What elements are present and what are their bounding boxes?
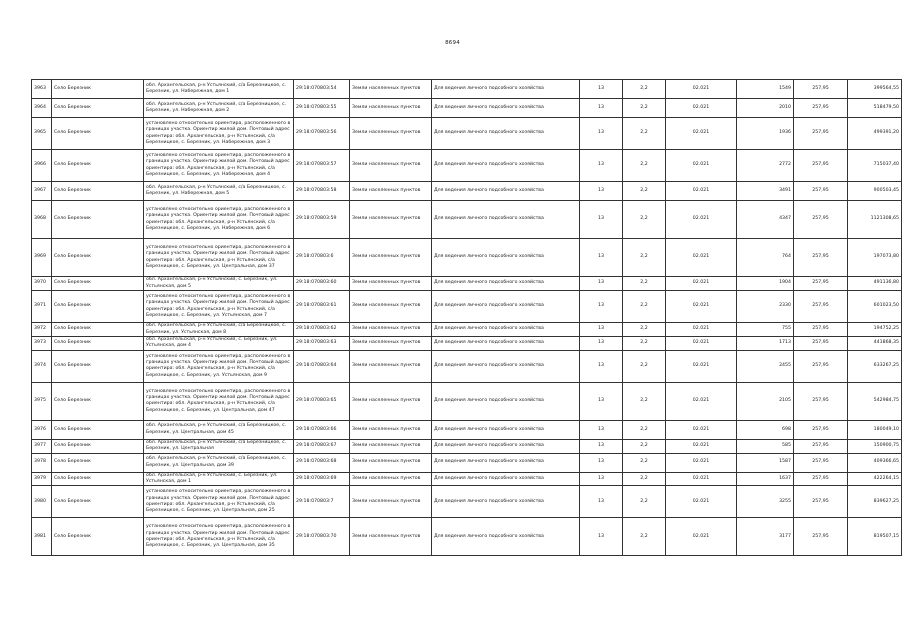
table-row xyxy=(32,486,902,518)
page-number: 8694 xyxy=(445,40,460,46)
permitted-use-cell: Для ведения личного подсобного хозяйства xyxy=(432,439,580,453)
area-cell: 3177 xyxy=(737,518,794,556)
land-category-cell: Земли населенных пунктов xyxy=(350,350,432,382)
group-cell: 13 xyxy=(580,80,623,99)
area-cell: 2010 xyxy=(737,99,794,118)
date-cell: 02.021 xyxy=(666,420,737,439)
address-cell: установлено относительно ориентира, расположенного в границах участка. Ориентир жилой дом. Почтовый адрес ориентира: обл. Архангельская, р-н Устьянский, с/а Березницкое, с. Березник, ул. Центральная, дом 47 xyxy=(144,382,294,420)
cadastral-value-cell: 422264,15 xyxy=(848,472,902,486)
date-cell: 02.021 xyxy=(666,350,737,382)
address-cell: обл. Архангельская, р-н Устьянский, с/а Березницкое, с. Березник, ул. Набережная, дом 2 xyxy=(144,99,294,118)
specific-value-cell: 257,95 xyxy=(794,420,848,439)
area-cell: 755 xyxy=(737,323,794,337)
rate-percent-cell: 2,2 xyxy=(623,239,666,277)
cadastral-value-cell: 399564,55 xyxy=(848,80,902,99)
cadastral-number-cell: 29:18:070803:56 xyxy=(294,118,350,150)
area-cell: 3255 xyxy=(737,486,794,518)
address-cell: установлено относительно ориентира, расположенного в границах участка. Ориентир жилой дом. Почтовый адрес ориентира: обл. Архангельская, р-н Устьянский, с/а Березницкое, с. Березник, ул. Центральная, дом 35 xyxy=(144,518,294,556)
specific-value-cell: 257,95 xyxy=(794,472,848,486)
cadastral-value-cell: 499391,20 xyxy=(848,118,902,150)
area-cell: 2330 xyxy=(737,291,794,323)
row-number: 3977 xyxy=(32,439,52,453)
cadastral-number-cell: 29:18:070803:64 xyxy=(294,350,350,382)
land-category-cell: Земли населенных пунктов xyxy=(350,323,432,337)
cadastral-number-cell: 29:18:070803:57 xyxy=(294,150,350,182)
cadastral-number-cell: 29:18:070803:70 xyxy=(294,518,350,556)
table-row xyxy=(32,420,902,439)
land-category-cell: Земли населенных пунктов xyxy=(350,99,432,118)
permitted-use-cell: Для ведения личного подсобного хозяйства xyxy=(432,486,580,518)
rate-percent-cell: 2,2 xyxy=(623,201,666,239)
cadastral-value-cell: 441868,35 xyxy=(848,337,902,351)
area-cell: 2455 xyxy=(737,350,794,382)
rate-percent-cell: 2,2 xyxy=(623,439,666,453)
land-category-cell: Земли населенных пунктов xyxy=(350,182,432,201)
permitted-use-cell: Для ведения личного подсобного хозяйства xyxy=(432,420,580,439)
cadastral-number-cell: 29:18:070803:60 xyxy=(294,277,350,291)
date-cell: 02.021 xyxy=(666,182,737,201)
row-number: 3967 xyxy=(32,182,52,201)
settlement-cell: Село Березник xyxy=(52,420,144,439)
land-category-cell: Земли населенных пунктов xyxy=(350,118,432,150)
land-category-cell: Земли населенных пунктов xyxy=(350,150,432,182)
land-category-cell: Земли населенных пунктов xyxy=(350,239,432,277)
row-number: 3973 xyxy=(32,337,52,351)
group-cell: 13 xyxy=(580,350,623,382)
cadastral-value-cell: 150900,75 xyxy=(848,439,902,453)
land-category-cell: Земли населенных пунктов xyxy=(350,420,432,439)
cadastral-number-cell: 29:18:070803:63 xyxy=(294,337,350,351)
settlement-cell: Село Березник xyxy=(52,277,144,291)
table-row xyxy=(32,439,902,453)
area-cell: 1549 xyxy=(737,80,794,99)
table-row xyxy=(32,453,902,472)
area-cell: 4347 xyxy=(737,201,794,239)
rate-percent-cell: 2,2 xyxy=(623,420,666,439)
address-cell: установлено относительно ориентира, расположенного в границах участка. Ориентир жилой дом. Почтовый адрес ориентира: обл. Архангельская, р-н Устьянский, с/а Березницкое, с. Березник, ул. Набережная, дом 3 xyxy=(144,118,294,150)
permitted-use-cell: Для ведения личного подсобного хозяйства xyxy=(432,337,580,351)
settlement-cell: Село Березник xyxy=(52,472,144,486)
cadastral-number-cell: 29:18:070803:65 xyxy=(294,382,350,420)
row-number: 3968 xyxy=(32,201,52,239)
rate-percent-cell: 2,2 xyxy=(623,118,666,150)
settlement-cell: Село Березник xyxy=(52,439,144,453)
date-cell: 02.021 xyxy=(666,453,737,472)
cadastral-number-cell: 29:18:070803:55 xyxy=(294,99,350,118)
rate-percent-cell: 2,2 xyxy=(623,337,666,351)
specific-value-cell: 257,95 xyxy=(794,182,848,201)
specific-value-cell: 257,95 xyxy=(794,150,848,182)
row-number: 3963 xyxy=(32,80,52,99)
row-number: 3969 xyxy=(32,239,52,277)
cadastral-value-cell: 839627,25 xyxy=(848,486,902,518)
cadastral-value-cell: 518479,50 xyxy=(848,99,902,118)
land-category-cell: Земли населенных пунктов xyxy=(350,518,432,556)
date-cell: 02.021 xyxy=(666,118,737,150)
date-cell: 02.021 xyxy=(666,99,737,118)
address-cell: обл. Архангельская, р-н Устьянский, с. Березник, ул. Устьянская, дом 5 xyxy=(144,277,294,291)
area-cell: 1904 xyxy=(737,277,794,291)
group-cell: 13 xyxy=(580,337,623,351)
group-cell: 13 xyxy=(580,453,623,472)
permitted-use-cell: Для ведения личного подсобного хозяйства xyxy=(432,201,580,239)
date-cell: 02.021 xyxy=(666,486,737,518)
cadastral-value-cell: 491136,80 xyxy=(848,277,902,291)
address-cell: установлено относительно ориентира, расположенного в границах участка. Ориентир жилой дом. Почтовый адрес ориентира: обл. Архангельская, р-н Устьянский, с/а Березницкое, с. Березник, ул. Центральная, дом 37 xyxy=(144,239,294,277)
cadastral-number-cell: 29:18:070803:54 xyxy=(294,80,350,99)
cadastral-value-cell: 900503,45 xyxy=(848,182,902,201)
specific-value-cell: 257,95 xyxy=(794,439,848,453)
permitted-use-cell: Для ведения личного подсобного хозяйства xyxy=(432,323,580,337)
table-row xyxy=(32,150,902,182)
cadastral-number-cell: 29:18:070803:59 xyxy=(294,201,350,239)
cadastral-value-cell: 542984,75 xyxy=(848,382,902,420)
address-cell: обл. Архангельская, р-н Устьянский, с/а Березницкое, с. Березник, ул. Центральная, дом 45 xyxy=(144,420,294,439)
table-row xyxy=(32,382,902,420)
date-cell: 02.021 xyxy=(666,80,737,99)
area-cell: 1587 xyxy=(737,453,794,472)
table-row xyxy=(32,239,902,277)
cadastral-number-cell: 29:18:070803:69 xyxy=(294,472,350,486)
row-number: 3965 xyxy=(32,118,52,150)
table-row xyxy=(32,277,902,291)
permitted-use-cell: Для ведения личного подсобного хозяйства xyxy=(432,382,580,420)
cadastral-value-cell: 409366,65 xyxy=(848,453,902,472)
table-row xyxy=(32,80,902,99)
table-row xyxy=(32,182,902,201)
row-number: 3964 xyxy=(32,99,52,118)
land-category-cell: Земли населенных пунктов xyxy=(350,453,432,472)
permitted-use-cell: Для ведения личного подсобного хозяйства xyxy=(432,453,580,472)
area-cell: 2772 xyxy=(737,150,794,182)
cadastral-value-cell: 194752,25 xyxy=(848,323,902,337)
cadastral-number-cell: 29:18:070803:67 xyxy=(294,439,350,453)
rate-percent-cell: 2,2 xyxy=(623,291,666,323)
permitted-use-cell: Для ведения личного подсобного хозяйства xyxy=(432,518,580,556)
land-category-cell: Земли населенных пунктов xyxy=(350,277,432,291)
address-cell: обл. Архангельская, р-н Устьянский, с/а Березницкое, с. Березник, ул. Набережная, дом 1 xyxy=(144,80,294,99)
address-cell: обл. Архангельская, р-н Устьянский, с. Березник, ул. Устьянская, дом 4 xyxy=(144,337,294,351)
group-cell: 13 xyxy=(580,323,623,337)
rate-percent-cell: 2,2 xyxy=(623,99,666,118)
group-cell: 13 xyxy=(580,239,623,277)
table-row xyxy=(32,337,902,351)
area-cell: 698 xyxy=(737,420,794,439)
permitted-use-cell: Для ведения личного подсобного хозяйства xyxy=(432,182,580,201)
group-cell: 13 xyxy=(580,439,623,453)
area-cell: 764 xyxy=(737,239,794,277)
settlement-cell: Село Березник xyxy=(52,453,144,472)
group-cell: 13 xyxy=(580,291,623,323)
specific-value-cell: 257,95 xyxy=(794,382,848,420)
specific-value-cell: 257,95 xyxy=(794,201,848,239)
address-cell: установлено относительно ориентира, расположенного в границах участка. Ориентир жилой дом. Почтовый адрес ориентира: обл. Архангельская, р-н Устьянский, с/а Березницкое, с. Березник, ул. Набережная, дом 4 xyxy=(144,150,294,182)
cadastral-number-cell: 29:18:070803:6 xyxy=(294,239,350,277)
date-cell: 02.021 xyxy=(666,239,737,277)
address-cell: установлено относительно ориентира, расположенного в границах участка. Ориентир жилой дом. Почтовый адрес ориентира: обл. Архангельская, р-н Устьянский, с/а Березницкое, с. Березник, ул. Устьянская, дом 7 xyxy=(144,291,294,323)
date-cell: 02.021 xyxy=(666,323,737,337)
settlement-cell: Село Березник xyxy=(52,80,144,99)
rate-percent-cell: 2,2 xyxy=(623,518,666,556)
address-cell: установлено относительно ориентира, расположенного в границах участка. Ориентир жилой дом. Почтовый адрес ориентира: обл. Архангельская, р-н Устьянский, с/а Березницкое, с. Березник, ул. Центральная, дом 25 xyxy=(144,486,294,518)
specific-value-cell: 257,95 xyxy=(794,518,848,556)
date-cell: 02.021 xyxy=(666,337,737,351)
group-cell: 13 xyxy=(580,277,623,291)
group-cell: 13 xyxy=(580,420,623,439)
permitted-use-cell: Для ведения личного подсобного хозяйства xyxy=(432,80,580,99)
rate-percent-cell: 2,2 xyxy=(623,453,666,472)
row-number: 3972 xyxy=(32,323,52,337)
permitted-use-cell: Для ведения личного подсобного хозяйства xyxy=(432,239,580,277)
specific-value-cell: 257,95 xyxy=(794,239,848,277)
settlement-cell: Село Березник xyxy=(52,337,144,351)
rate-percent-cell: 2,2 xyxy=(623,350,666,382)
table-row xyxy=(32,291,902,323)
row-number: 3981 xyxy=(32,518,52,556)
table-row xyxy=(32,518,902,556)
row-number: 3966 xyxy=(32,150,52,182)
settlement-cell: Село Березник xyxy=(52,486,144,518)
specific-value-cell: 257,95 xyxy=(794,453,848,472)
rate-percent-cell: 2,2 xyxy=(623,80,666,99)
land-category-cell: Земли населенных пунктов xyxy=(350,486,432,518)
specific-value-cell: 257,95 xyxy=(794,337,848,351)
group-cell: 13 xyxy=(580,486,623,518)
specific-value-cell: 257,95 xyxy=(794,350,848,382)
rate-percent-cell: 2,2 xyxy=(623,150,666,182)
settlement-cell: Село Березник xyxy=(52,382,144,420)
rate-percent-cell: 2,2 xyxy=(623,182,666,201)
row-number: 3980 xyxy=(32,486,52,518)
date-cell: 02.021 xyxy=(666,518,737,556)
specific-value-cell: 257,95 xyxy=(794,99,848,118)
area-cell: 1713 xyxy=(737,337,794,351)
address-cell: обл. Архангельская, р-н Устьянский, с/а Березницкое, с. Березник, ул. Центральная, дом 39 xyxy=(144,453,294,472)
permitted-use-cell: Для ведения личного подсобного хозяйства xyxy=(432,291,580,323)
row-number: 3975 xyxy=(32,382,52,420)
settlement-cell: Село Березник xyxy=(52,518,144,556)
group-cell: 13 xyxy=(580,518,623,556)
address-cell: обл. Архангельская, р-н Устьянский, с/а Березницкое, с. Березник, ул. Устьянская, дом 8 xyxy=(144,323,294,337)
cadastral-value-cell: 1121308,65 xyxy=(848,201,902,239)
cadastral-number-cell: 29:18:070803:7 xyxy=(294,486,350,518)
row-number: 3970 xyxy=(32,277,52,291)
row-number: 3974 xyxy=(32,350,52,382)
group-cell: 13 xyxy=(580,150,623,182)
settlement-cell: Село Березник xyxy=(52,323,144,337)
permitted-use-cell: Для ведения личного подсобного хозяйства xyxy=(432,472,580,486)
area-cell: 585 xyxy=(737,439,794,453)
specific-value-cell: 257,95 xyxy=(794,80,848,99)
cadastral-number-cell: 29:18:070803:66 xyxy=(294,420,350,439)
settlement-cell: Село Березник xyxy=(52,99,144,118)
date-cell: 02.021 xyxy=(666,277,737,291)
specific-value-cell: 257,95 xyxy=(794,486,848,518)
table-row xyxy=(32,118,902,150)
table-row xyxy=(32,99,902,118)
cadastral-value-cell: 601023,50 xyxy=(848,291,902,323)
address-cell: обл. Архангельская, р-н Устьянский, с. Березник, ул. Устьянская, дом 1 xyxy=(144,472,294,486)
group-cell: 13 xyxy=(580,472,623,486)
group-cell: 13 xyxy=(580,182,623,201)
rate-percent-cell: 2,2 xyxy=(623,382,666,420)
land-category-cell: Земли населенных пунктов xyxy=(350,80,432,99)
table-row xyxy=(32,323,902,337)
settlement-cell: Село Березник xyxy=(52,291,144,323)
settlement-cell: Село Березник xyxy=(52,350,144,382)
land-category-cell: Земли населенных пунктов xyxy=(350,439,432,453)
area-cell: 1936 xyxy=(737,118,794,150)
date-cell: 02.021 xyxy=(666,150,737,182)
specific-value-cell: 257,95 xyxy=(794,323,848,337)
cadastral-value-cell: 633267,25 xyxy=(848,350,902,382)
date-cell: 02.021 xyxy=(666,439,737,453)
cadastral-number-cell: 29:18:070803:68 xyxy=(294,453,350,472)
cadastral-value-cell: 819507,15 xyxy=(848,518,902,556)
address-cell: обл. Архангельская, р-н Устьянский, с/а Березницкое, с. Березник, ул. Набережная, дом 5 xyxy=(144,182,294,201)
group-cell: 13 xyxy=(580,382,623,420)
address-cell: установлено относительно ориентира, расположенного в границах участка. Ориентир жилой дом. Почтовый адрес ориентира: обл. Архангельская, р-н Устьянский, с/а Березницкое, с. Березник, ул. Устьянская, дом 9 xyxy=(144,350,294,382)
table-row xyxy=(32,472,902,486)
row-number: 3978 xyxy=(32,453,52,472)
rate-percent-cell: 2,2 xyxy=(623,472,666,486)
specific-value-cell: 257,95 xyxy=(794,277,848,291)
specific-value-cell: 257,95 xyxy=(794,291,848,323)
cadastral-value-cell: 180049,10 xyxy=(848,420,902,439)
cadastral-value-cell: 197073,80 xyxy=(848,239,902,277)
row-number: 3979 xyxy=(32,472,52,486)
land-category-cell: Земли населенных пунктов xyxy=(350,291,432,323)
row-number: 3971 xyxy=(32,291,52,323)
permitted-use-cell: Для ведения личного подсобного хозяйства xyxy=(432,150,580,182)
settlement-cell: Село Березник xyxy=(52,201,144,239)
cadastral-number-cell: 29:18:070803:58 xyxy=(294,182,350,201)
rate-percent-cell: 2,2 xyxy=(623,323,666,337)
date-cell: 02.021 xyxy=(666,201,737,239)
area-cell: 1637 xyxy=(737,472,794,486)
settlement-cell: Село Березник xyxy=(52,239,144,277)
row-number: 3976 xyxy=(32,420,52,439)
permitted-use-cell: Для ведения личного подсобного хозяйства xyxy=(432,350,580,382)
land-category-cell: Земли населенных пунктов xyxy=(350,201,432,239)
land-category-cell: Земли населенных пунктов xyxy=(350,382,432,420)
date-cell: 02.021 xyxy=(666,291,737,323)
date-cell: 02.021 xyxy=(666,382,737,420)
group-cell: 13 xyxy=(580,201,623,239)
address-cell: установлено относительно ориентира, расположенного в границах участка. Ориентир жилой дом. Почтовый адрес ориентира: обл. Архангельская, р-н Устьянский, с/а Березницкое, с. Березник, ул. Набережная, дом 6 xyxy=(144,201,294,239)
cadastral-number-cell: 29:18:070803:62 xyxy=(294,323,350,337)
permitted-use-cell: Для ведения личного подсобного хозяйства xyxy=(432,277,580,291)
date-cell: 02.021 xyxy=(666,472,737,486)
settlement-cell: Село Березник xyxy=(52,150,144,182)
permitted-use-cell: Для ведения личного подсобного хозяйства xyxy=(432,118,580,150)
address-cell: обл. Архангельская, р-н Устьянский, с/а Березницкое, с. Березник, ул. Центральная xyxy=(144,439,294,453)
area-cell: 3491 xyxy=(737,182,794,201)
cadastral-value-cell: 715037,40 xyxy=(848,150,902,182)
rate-percent-cell: 2,2 xyxy=(623,277,666,291)
land-category-cell: Земли населенных пунктов xyxy=(350,337,432,351)
group-cell: 13 xyxy=(580,118,623,150)
land-category-cell: Земли населенных пунктов xyxy=(350,472,432,486)
area-cell: 2105 xyxy=(737,382,794,420)
cadastral-number-cell: 29:18:070803:61 xyxy=(294,291,350,323)
table-row xyxy=(32,201,902,239)
settlement-cell: Село Березник xyxy=(52,118,144,150)
specific-value-cell: 257,95 xyxy=(794,118,848,150)
settlement-cell: Село Березник xyxy=(52,182,144,201)
land-register-table xyxy=(31,79,902,556)
table-row xyxy=(32,350,902,382)
group-cell: 13 xyxy=(580,99,623,118)
permitted-use-cell: Для ведения личного подсобного хозяйства xyxy=(432,99,580,118)
rate-percent-cell: 2,2 xyxy=(623,486,666,518)
